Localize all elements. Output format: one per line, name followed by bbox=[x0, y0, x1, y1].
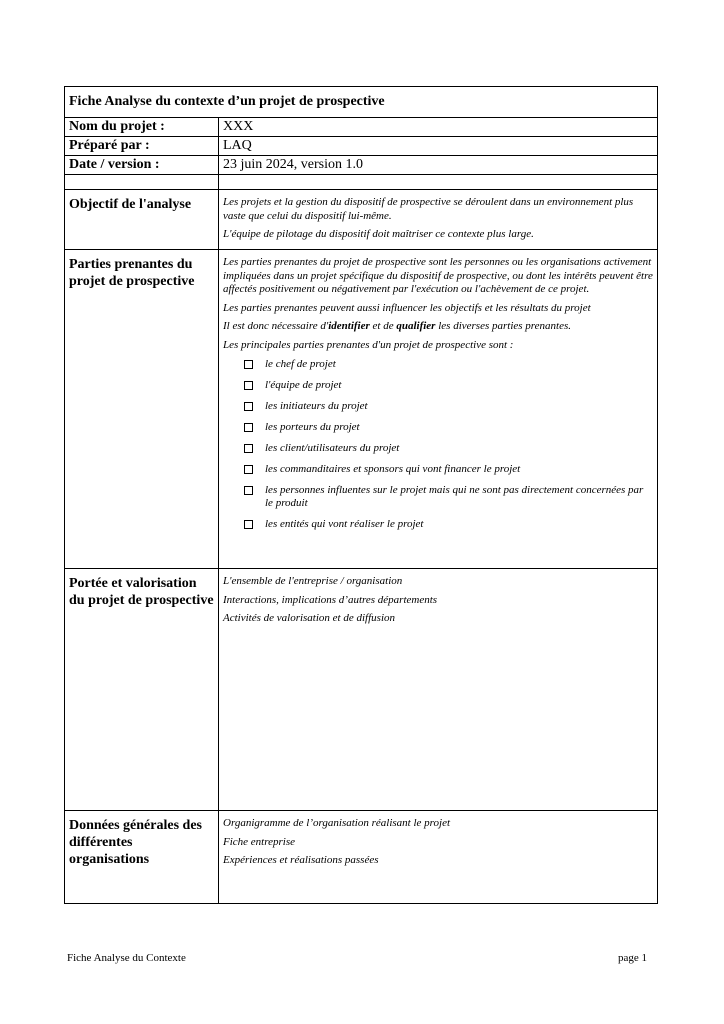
checklist-item bbox=[223, 358, 653, 371]
checklist-item bbox=[223, 442, 653, 455]
checklist-item bbox=[223, 463, 653, 476]
emphasis-identifier: identifier bbox=[328, 320, 370, 332]
spacer-cell bbox=[65, 175, 219, 189]
checklist-item-text: les personnes influentes sur le projet mais qui ne sont pas directement concernées par le produit bbox=[265, 484, 644, 509]
objective-content bbox=[219, 190, 657, 249]
general-data-line: Organigramme de l’organisation réalisant le projet bbox=[223, 817, 451, 829]
stakeholders-paragraph: Les principales parties prenantes d'un projet de prospective sont : bbox=[223, 338, 514, 351]
prepared-by-label: Préparé par : bbox=[65, 137, 219, 155]
analysis-form-table bbox=[64, 86, 658, 904]
checklist-item bbox=[223, 518, 653, 531]
general-data-line: Expériences et réalisations passées bbox=[223, 854, 379, 866]
scope-line: L'ensemble de l'entreprise / organisation bbox=[223, 575, 403, 587]
prepared-by-value: LAQ bbox=[223, 138, 252, 153]
stakeholders-label: Parties prenantes du projet de prospective bbox=[65, 250, 219, 568]
objective-label: Objectif de l'analyse bbox=[65, 190, 219, 249]
checkbox-icon bbox=[244, 402, 253, 411]
checkbox-icon bbox=[244, 520, 253, 529]
general-data-row bbox=[65, 810, 657, 903]
checklist-item bbox=[223, 421, 653, 434]
scope-label: Portée et valorisation du projet de prospective bbox=[65, 569, 219, 810]
date-version-value: 23 juin 2024, version 1.0 bbox=[223, 157, 363, 172]
checkbox-icon bbox=[244, 381, 253, 390]
stakeholders-content bbox=[219, 250, 657, 568]
scope-line: Activités de valorisation et de diffusion bbox=[223, 612, 395, 624]
footer-page-number: page 1 bbox=[618, 952, 648, 964]
checklist-item bbox=[223, 484, 653, 510]
checkbox-icon bbox=[244, 423, 253, 432]
checkbox-icon bbox=[244, 360, 253, 369]
project-name-value: XXX bbox=[223, 119, 254, 134]
stakeholders-row bbox=[65, 249, 657, 568]
spacer-row bbox=[65, 174, 657, 189]
checklist-item-text: les porteurs du projet bbox=[265, 421, 360, 433]
checklist-item-text: les entités qui vont réaliser le projet bbox=[265, 518, 424, 530]
objective-paragraph: Les projets et la gestion du dispositif de prospective se déroulent dans un environnement plus vaste que celui du dispositif lui-même. bbox=[223, 196, 634, 222]
checkbox-icon bbox=[244, 444, 253, 453]
scope-row bbox=[65, 568, 657, 810]
checklist-item-text: le chef de projet bbox=[265, 358, 336, 370]
checkbox-icon bbox=[244, 465, 253, 474]
spacer-cell bbox=[219, 175, 657, 189]
checklist-item-text: les commanditaires et sponsors qui vont financer le projet bbox=[265, 463, 521, 475]
prepared-by-row bbox=[65, 136, 657, 155]
stakeholders-checklist bbox=[223, 358, 653, 531]
footer-document-name: Fiche Analyse du Contexte bbox=[67, 952, 186, 964]
general-data-content bbox=[219, 811, 657, 903]
stakeholders-paragraph: Les parties prenantes peuvent aussi influencer les objectifs et les résultats du projet bbox=[223, 301, 591, 314]
project-name-row bbox=[65, 117, 657, 136]
checklist-item bbox=[223, 379, 653, 392]
objective-row bbox=[65, 189, 657, 249]
scope-line: Interactions, implications d’autres départements bbox=[223, 593, 438, 606]
text-run: et de bbox=[369, 320, 397, 332]
text-run: Il est donc nécessaire d' bbox=[223, 320, 329, 332]
project-name-label: Nom du projet : bbox=[65, 118, 219, 136]
date-version-row bbox=[65, 155, 657, 174]
checklist-item bbox=[223, 400, 653, 413]
text-run: les diverses parties prenantes. bbox=[435, 320, 572, 332]
general-data-label: Données générales des différentes organisations bbox=[65, 811, 219, 903]
emphasis-qualifier: qualifier bbox=[396, 320, 436, 332]
checklist-item-text: les client/utilisateurs du projet bbox=[265, 442, 400, 454]
objective-paragraph: L'équipe de pilotage du dispositif doit maîtriser ce contexte plus large. bbox=[223, 228, 534, 240]
date-version-label: Date / version : bbox=[65, 156, 219, 174]
scope-content bbox=[219, 569, 657, 810]
stakeholders-paragraph: Les parties prenantes du projet de prospective sont les personnes ou les organisations activement impliquées dans un projet spécifique du dispositif de prospective, ou dont les intérêts peuvent être affectés positivement ou négativement par l'exécution ou l'achèvement de ce projet. bbox=[223, 256, 653, 295]
checklist-item-text: l'équipe de projet bbox=[265, 379, 342, 391]
form-title: Fiche Analyse du contexte d’un projet de prospective bbox=[69, 94, 385, 109]
checklist-item-text: les initiateurs du projet bbox=[265, 400, 368, 412]
general-data-line: Fiche entreprise bbox=[223, 835, 295, 848]
checkbox-icon bbox=[244, 486, 253, 495]
stakeholders-paragraph bbox=[223, 320, 653, 334]
